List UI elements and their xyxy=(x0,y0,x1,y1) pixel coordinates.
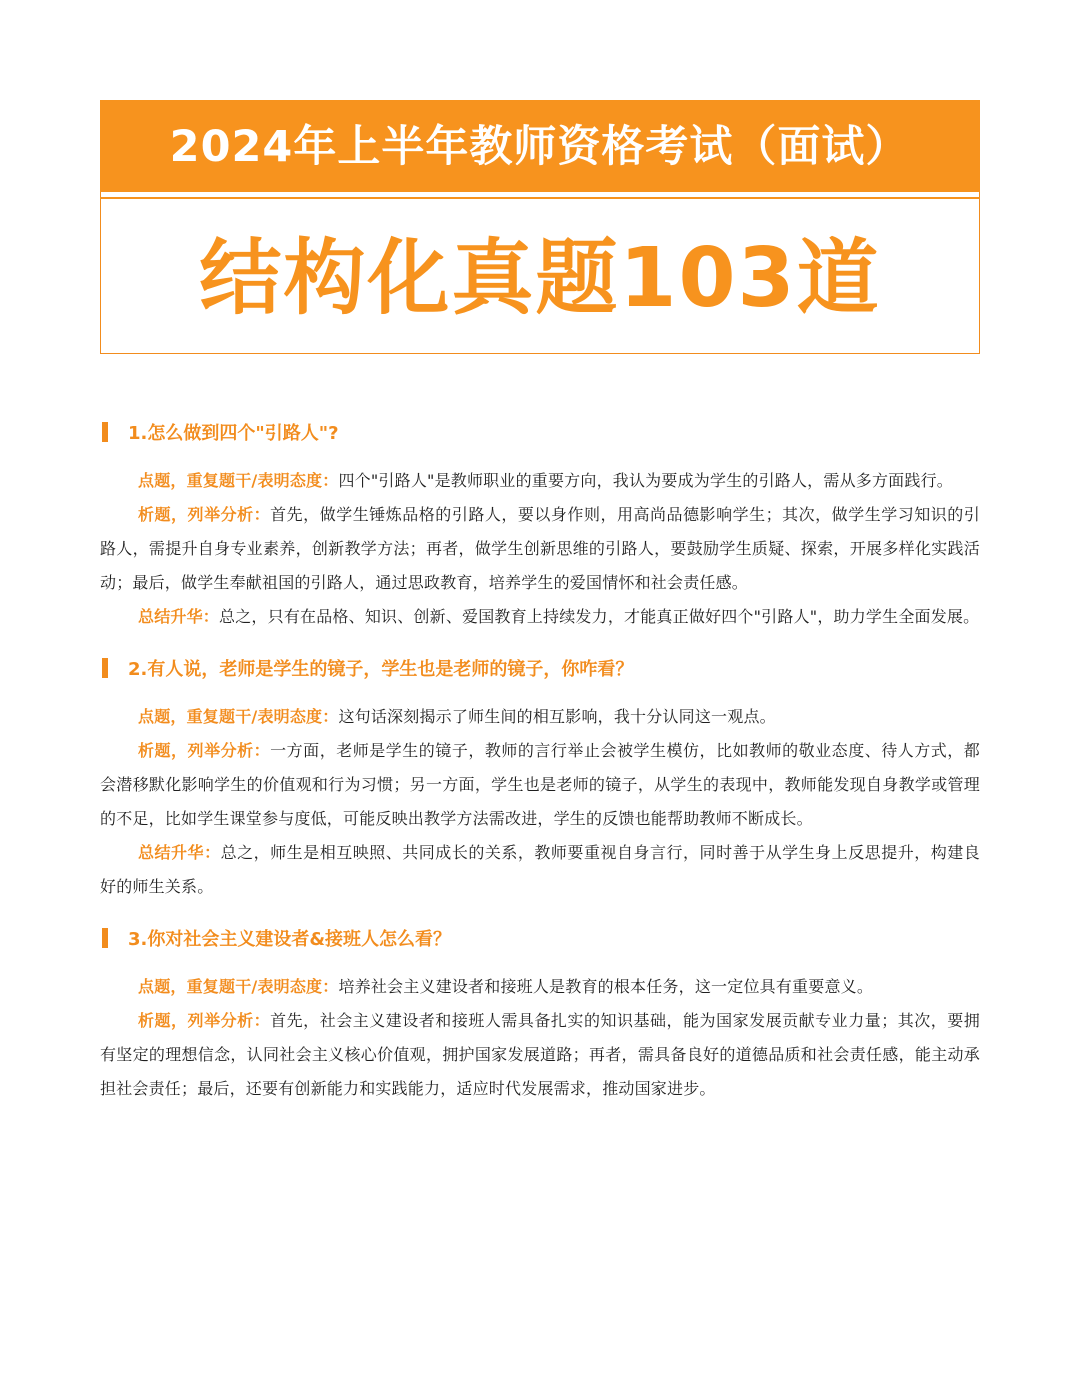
heading-marker xyxy=(102,928,108,948)
title-banner xyxy=(100,100,980,354)
paragraph-text: 首先，社会主义建设者和接班人需具备扎实的知识基础，能为国家发展贡献专业力量；其次，要拥有坚定的理想信念，认同社会主义核心价值观，拥护国家发展道路；再者，需具备良好的道德品质和社会责任感，能主动承担社会责任；最后，还要有创新能力和实践能力，适应时代发展需求，推动国家进步。 xyxy=(100,1011,980,1098)
band-divider xyxy=(100,197,980,199)
question-title: 2.有人说，老师是学生的镜子，学生也是老师的镜子，你咋看？ xyxy=(128,659,634,680)
paragraph-text: 首先，做学生锤炼品格的引路人，要以身作则，用高尚品德影响学生；其次，做学生学习知识的引路人，需提升自身专业素养，创新教学方法；再者，做学生创新思维的引路人，要鼓励学生质疑、探索，开展多样化实践活动；最后，做学生奉献祖国的引路人，通过思政教育，培养学生的爱国情怀和社会责任感。 xyxy=(100,505,980,592)
answer-paragraph xyxy=(100,600,980,634)
paragraph-text: 这句话深刻揭示了师生间的相互影响，我十分认同这一观点。 xyxy=(338,707,776,726)
paragraph-label: 总结升华： xyxy=(138,607,220,626)
answer-paragraph xyxy=(100,836,980,904)
answer-paragraph xyxy=(100,700,980,734)
page-title: 结构化真题103道 xyxy=(199,231,881,326)
paragraph-text: 总之，只有在品格、知识、创新、爱国教育上持续发力，才能真正做好四个"引路人"，助力学生全面发展。 xyxy=(219,607,980,626)
paragraph-label: 析题，列举分析： xyxy=(138,1011,271,1030)
question-heading xyxy=(100,650,980,686)
paragraph-text: 四个"引路人"是教师职业的重要方向，我认为要成为学生的引路人，需从多方面践行。 xyxy=(338,471,953,490)
question-title: 1.怎么做到四个"引路人"? xyxy=(128,423,339,444)
paragraph-label: 点题，重复题干/表明态度： xyxy=(138,707,339,726)
answer-paragraph xyxy=(100,464,980,498)
heading-marker xyxy=(102,658,108,678)
paragraph-label: 点题，重复题干/表明态度： xyxy=(138,471,339,490)
paragraph-label: 总结升华： xyxy=(138,843,221,862)
paragraph-text: 培养社会主义建设者和接班人是教育的根本任务，这一定位具有重要意义。 xyxy=(338,977,874,996)
question-section-2 xyxy=(100,650,980,904)
paragraph-text: 总之，师生是相互映照、共同成长的关系，教师要重视自身言行，同时善于从学生身上反思提升，构建良好的师生关系。 xyxy=(100,843,980,896)
paragraph-label: 点题，重复题干/表明态度： xyxy=(138,977,339,996)
paragraph-text: 一方面，老师是学生的镜子，教师的言行举止会被学生模仿，比如教师的敬业态度、待人方式，都会潜移默化影响学生的价值观和行为习惯；另一方面，学生也是老师的镜子，从学生的表现中，教师能发现自身教学或管理的不足，比如学生课堂参与度低，可能反映出教学方法需改进，学生的反馈也能帮助教师不断成长。 xyxy=(100,741,980,828)
answer-paragraph xyxy=(100,1004,980,1106)
answer-paragraph xyxy=(100,970,980,1004)
answer-paragraph xyxy=(100,498,980,600)
document-body xyxy=(100,414,980,1106)
answer-paragraph xyxy=(100,734,980,836)
question-section-3 xyxy=(100,920,980,1106)
paragraph-label: 析题，列举分析： xyxy=(138,505,271,524)
title-band xyxy=(100,100,980,192)
question-title: 3.你对社会主义建设者&接班人怎么看？ xyxy=(128,929,452,950)
heading-marker xyxy=(102,422,108,442)
paragraph-label: 析题，列举分析： xyxy=(138,741,271,760)
question-heading xyxy=(100,414,980,450)
question-section-1 xyxy=(100,414,980,634)
page-subtitle: 2024年上半年教师资格考试（面试） xyxy=(169,122,910,172)
question-heading xyxy=(100,920,980,956)
